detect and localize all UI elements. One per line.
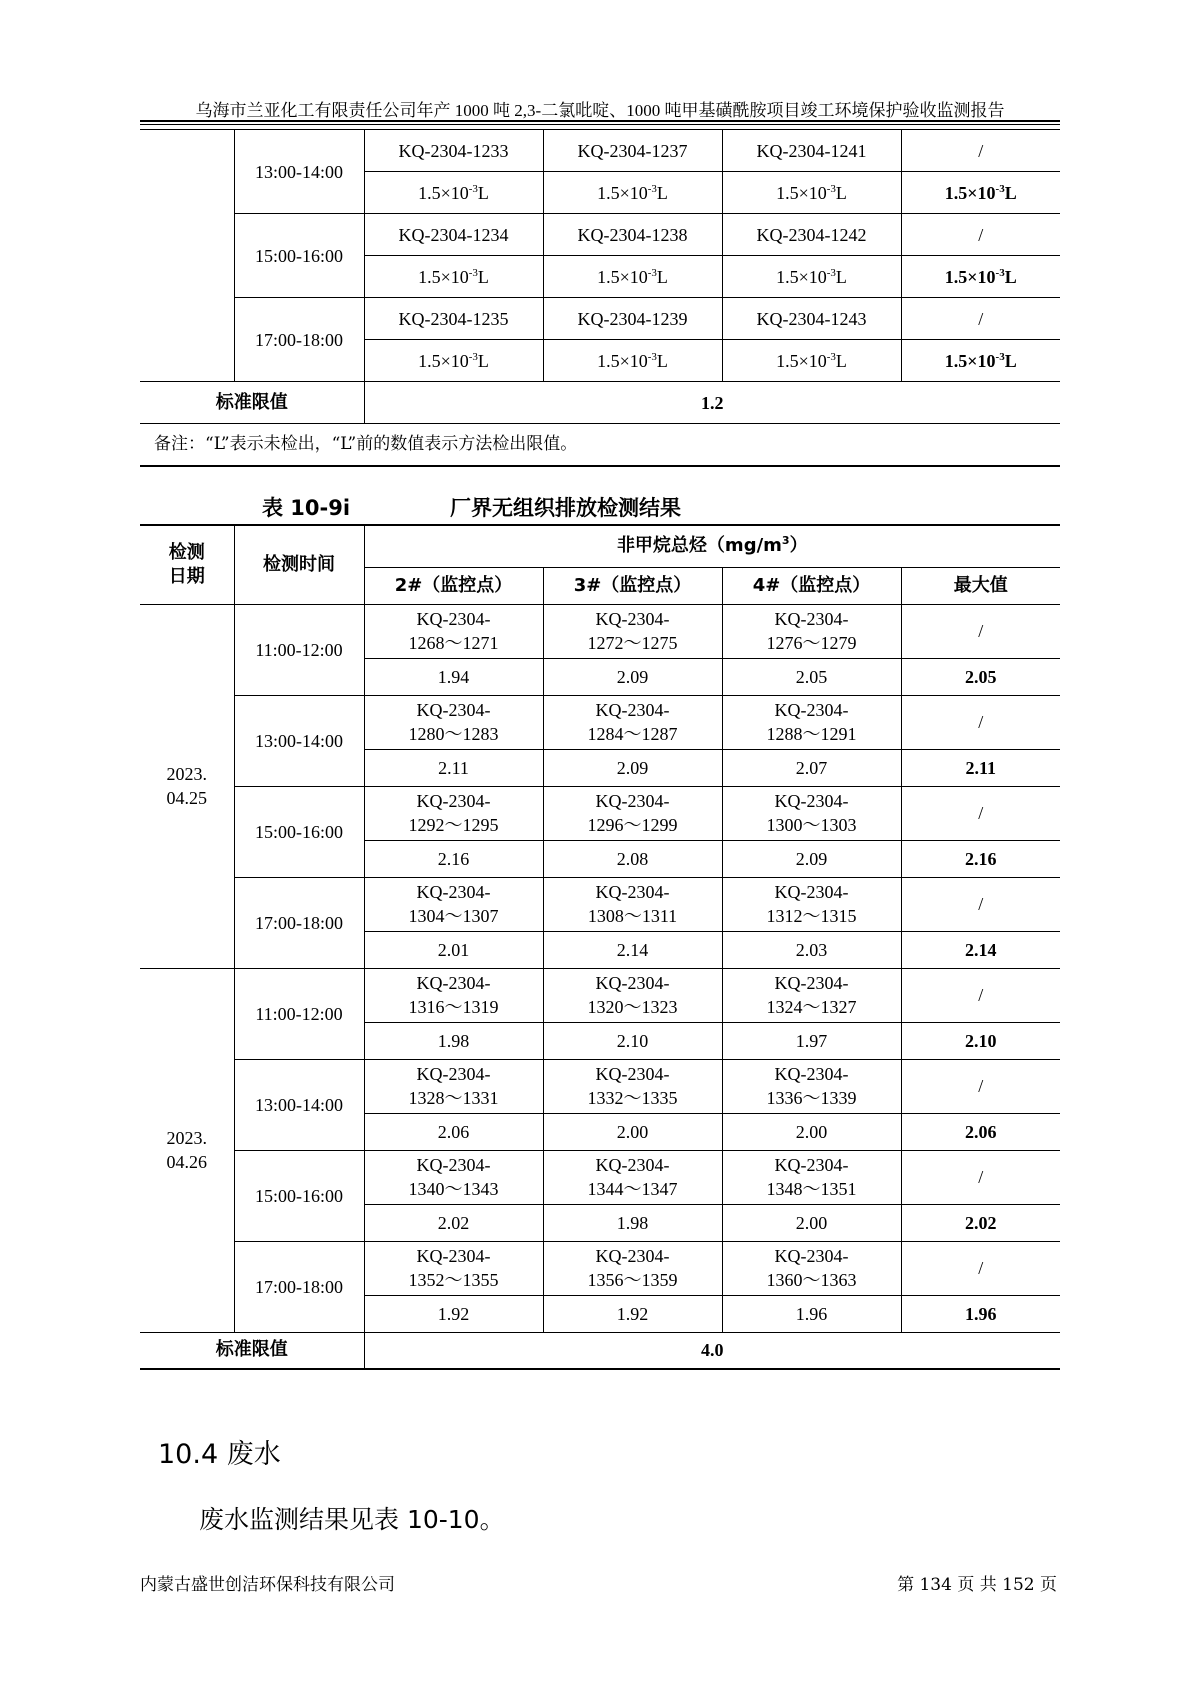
value-cell — [901, 172, 1060, 214]
sample-id-prefix: KQ-2304- — [595, 1246, 670, 1266]
value-cell: 1.94 — [364, 658, 543, 695]
value-base: 1.5×10 — [944, 350, 996, 371]
sample-id-prefix: KQ-2304- — [595, 882, 670, 902]
parameter-name: 非甲烷总烃（mg/m — [616, 535, 782, 557]
value-cell — [722, 340, 901, 382]
value-cell: 2.14 — [543, 931, 722, 968]
sample-id-cell: KQ-2304-1233 — [364, 130, 543, 172]
sample-id-cell — [543, 968, 722, 1022]
sample-id-prefix: KQ-2304- — [416, 882, 491, 902]
table-number: 表 10-9i — [262, 496, 351, 520]
sample-id-cell — [722, 786, 901, 840]
sample-id-cell: KQ-2304-1241 — [722, 130, 901, 172]
table-row — [140, 1150, 1060, 1204]
sample-id-prefix: KQ-2304- — [774, 791, 849, 811]
table-row — [140, 604, 1060, 658]
sample-id-range: 1288～1291 — [766, 724, 857, 744]
value-cell — [722, 172, 901, 214]
sample-id-prefix: KQ-2304- — [595, 1155, 670, 1175]
sample-id-cell — [543, 604, 722, 658]
sample-id-prefix: KQ-2304- — [595, 973, 670, 993]
value-base: 1.5×10 — [776, 350, 827, 371]
max-value-cell: 2.14 — [901, 931, 1060, 968]
sample-id-cell — [364, 877, 543, 931]
value-cell: 2.06 — [364, 1113, 543, 1150]
sample-id-cell — [543, 1059, 722, 1113]
sample-id-range: 1348～1351 — [766, 1179, 857, 1199]
value-cell: 1.98 — [543, 1204, 722, 1241]
footer-page-number: 第 134 页 共 152 页 — [897, 1575, 1057, 1595]
value-exponent: -3 — [826, 182, 836, 195]
value-cell — [901, 340, 1060, 382]
sample-id-prefix: KQ-2304- — [416, 791, 491, 811]
value-cell — [722, 256, 901, 298]
date-cell-empty — [140, 130, 234, 382]
sample-id-cell: / — [901, 214, 1060, 256]
time-cell: 11:00-12:00 — [234, 968, 364, 1059]
limit-label: 标准限值 — [140, 1332, 364, 1369]
table-row — [140, 786, 1060, 840]
sample-id-prefix: KQ-2304- — [595, 609, 670, 629]
max-value-cell: 2.06 — [901, 1113, 1060, 1150]
value-suffix: L — [1004, 182, 1017, 203]
sample-id-range: 1320～1323 — [587, 997, 678, 1017]
value-base: 1.5×10 — [418, 266, 469, 287]
table-row — [140, 695, 1060, 749]
limit-value: 1.2 — [364, 382, 1060, 424]
sample-id-cell — [722, 695, 901, 749]
sample-id-cell — [364, 604, 543, 658]
value-exponent: -3 — [826, 266, 836, 279]
sample-id-prefix: KQ-2304- — [416, 700, 491, 720]
sample-id-cell — [364, 968, 543, 1022]
sample-id-prefix: KQ-2304- — [774, 1246, 849, 1266]
max-value-cell: 1.96 — [901, 1295, 1060, 1332]
sample-id-range: 1356～1359 — [587, 1270, 678, 1290]
sample-id-range: 1300～1303 — [766, 815, 857, 835]
value-exponent: -3 — [468, 266, 478, 279]
table-caption — [140, 492, 1060, 522]
sample-id-prefix: KQ-2304- — [774, 973, 849, 993]
sample-id-cell — [364, 1150, 543, 1204]
value-cell: 2.07 — [722, 749, 901, 786]
time-cell: 17:00-18:00 — [234, 1241, 364, 1332]
limit-row — [140, 1332, 1060, 1369]
sample-id-cell — [543, 1150, 722, 1204]
sample-id-cell: KQ-2304-1242 — [722, 214, 901, 256]
value-cell: 2.11 — [364, 749, 543, 786]
sample-id-cell — [543, 695, 722, 749]
value-base: 1.5×10 — [597, 266, 648, 287]
sample-id-prefix: KQ-2304- — [595, 1064, 670, 1084]
table-title: 厂界无组织排放检测结果 — [450, 496, 681, 520]
value-exponent: -3 — [995, 350, 1005, 363]
table-row — [140, 130, 1060, 172]
report-header: 乌海市兰亚化工有限责任公司年产 1000 吨 2,3-二氯吡啶、1000 吨甲基磺酰胺项目竣工环境保护验收监测报告 — [195, 101, 1005, 120]
value-cell: 2.09 — [543, 658, 722, 695]
value-suffix: L — [477, 182, 489, 203]
limit-label: 标准限值 — [140, 382, 364, 424]
value-cell: 1.92 — [364, 1295, 543, 1332]
date-line1: 2023. — [166, 1128, 207, 1148]
value-cell — [901, 256, 1060, 298]
sample-id-range: 1332～1335 — [587, 1088, 678, 1108]
header-date — [140, 525, 234, 604]
header-date-line1: 检测 — [168, 541, 205, 563]
value-cell — [364, 340, 543, 382]
sample-id-range: 1296～1299 — [587, 815, 678, 835]
sample-id-cell — [364, 786, 543, 840]
value-cell: 2.08 — [543, 840, 722, 877]
sample-id-range: 1344～1347 — [587, 1179, 678, 1199]
max-id-cell: / — [901, 1241, 1060, 1295]
value-base: 1.5×10 — [776, 182, 827, 203]
max-value-cell: 2.10 — [901, 1022, 1060, 1059]
value-cell: 2.00 — [722, 1113, 901, 1150]
max-value-cell: 2.16 — [901, 840, 1060, 877]
fugitive-emission-table — [140, 524, 1060, 1370]
header-parameter — [364, 525, 1060, 567]
value-suffix: L — [835, 182, 847, 203]
value-suffix: L — [835, 266, 847, 287]
sample-id-cell: KQ-2304-1239 — [543, 298, 722, 340]
value-exponent: -3 — [647, 182, 657, 195]
note-row — [140, 424, 1060, 466]
time-cell: 15:00-16:00 — [234, 214, 364, 298]
sample-id-cell — [364, 695, 543, 749]
sample-id-cell — [364, 1241, 543, 1295]
time-cell: 17:00-18:00 — [234, 877, 364, 968]
value-exponent: -3 — [468, 182, 478, 195]
sample-id-cell — [722, 1059, 901, 1113]
sample-id-range: 1316～1319 — [408, 997, 499, 1017]
sample-id-prefix: KQ-2304- — [774, 700, 849, 720]
max-id-cell: / — [901, 604, 1060, 658]
sample-id-range: 1280～1283 — [408, 724, 499, 744]
sample-id-prefix: KQ-2304- — [774, 1155, 849, 1175]
value-base: 1.5×10 — [944, 182, 996, 203]
value-suffix: L — [477, 350, 489, 371]
date-cell — [140, 604, 234, 968]
value-suffix: L — [835, 350, 847, 371]
table-row — [140, 877, 1060, 931]
max-value-cell: 2.02 — [901, 1204, 1060, 1241]
value-suffix: L — [656, 266, 668, 287]
section-heading: 10.4 废水 — [158, 1439, 281, 1470]
table-row — [140, 1241, 1060, 1295]
value-cell: 1.98 — [364, 1022, 543, 1059]
value-cell: 2.03 — [722, 931, 901, 968]
value-cell: 1.97 — [722, 1022, 901, 1059]
value-cell: 2.10 — [543, 1022, 722, 1059]
value-cell: 2.16 — [364, 840, 543, 877]
value-base: 1.5×10 — [418, 182, 469, 203]
value-base: 1.5×10 — [597, 350, 648, 371]
header-date-line2: 日期 — [168, 565, 205, 587]
value-cell: 2.09 — [543, 749, 722, 786]
sample-id-range: 1324～1327 — [766, 997, 857, 1017]
time-cell: 13:00-14:00 — [234, 130, 364, 214]
sample-id-range: 1312～1315 — [766, 906, 857, 926]
sample-id-range: 1276～1279 — [766, 633, 857, 653]
date-line2: 04.26 — [166, 1152, 207, 1172]
sample-id-cell — [543, 877, 722, 931]
value-exponent: -3 — [468, 350, 478, 363]
value-base: 1.5×10 — [776, 266, 827, 287]
value-suffix: L — [1004, 266, 1017, 287]
max-value-cell: 2.05 — [901, 658, 1060, 695]
value-exponent: -3 — [826, 350, 836, 363]
header-row — [140, 525, 1060, 567]
limit-value: 4.0 — [364, 1332, 1060, 1369]
parameter-unit-exponent: 3 — [781, 534, 790, 548]
header-rule-thin — [140, 124, 1060, 125]
value-cell: 1.92 — [543, 1295, 722, 1332]
date-cell — [140, 968, 234, 1332]
value-base: 1.5×10 — [944, 266, 996, 287]
value-suffix: L — [1004, 350, 1017, 371]
value-cell — [364, 172, 543, 214]
continued-results-table — [140, 129, 1060, 467]
value-cell: 2.09 — [722, 840, 901, 877]
time-cell: 13:00-14:00 — [234, 1059, 364, 1150]
time-cell: 11:00-12:00 — [234, 604, 364, 695]
value-cell: 2.02 — [364, 1204, 543, 1241]
value-cell: 2.01 — [364, 931, 543, 968]
sample-id-cell — [722, 1241, 901, 1295]
header-column: 2#（监控点） — [364, 567, 543, 604]
sample-id-range: 1340～1343 — [408, 1179, 499, 1199]
date-line2: 04.25 — [166, 788, 207, 808]
value-suffix: L — [656, 350, 668, 371]
table-row — [140, 214, 1060, 256]
value-suffix: L — [477, 266, 489, 287]
sample-id-cell — [543, 1241, 722, 1295]
time-cell: 13:00-14:00 — [234, 695, 364, 786]
header-column: 4#（监控点） — [722, 567, 901, 604]
sample-id-prefix: KQ-2304- — [774, 609, 849, 629]
sample-id-cell: KQ-2304-1234 — [364, 214, 543, 256]
sample-id-cell: KQ-2304-1243 — [722, 298, 901, 340]
max-id-cell: / — [901, 968, 1060, 1022]
value-exponent: -3 — [995, 266, 1005, 279]
sample-id-range: 1292～1295 — [408, 815, 499, 835]
max-id-cell: / — [901, 695, 1060, 749]
max-id-cell: / — [901, 1150, 1060, 1204]
sample-id-cell: KQ-2304-1237 — [543, 130, 722, 172]
sample-id-cell: KQ-2304-1238 — [543, 214, 722, 256]
limit-row — [140, 382, 1060, 424]
sample-id-cell — [722, 1150, 901, 1204]
sample-id-range: 1360～1363 — [766, 1270, 857, 1290]
footer-company: 内蒙古盛世创洁环保科技有限公司 — [140, 1575, 395, 1595]
sample-id-prefix: KQ-2304- — [416, 1246, 491, 1266]
sample-id-range: 1308～1311 — [587, 906, 678, 926]
sample-id-prefix: KQ-2304- — [595, 791, 670, 811]
sample-id-prefix: KQ-2304- — [595, 700, 670, 720]
value-cell: 2.05 — [722, 658, 901, 695]
parameter-end: ） — [789, 535, 808, 557]
time-cell: 17:00-18:00 — [234, 298, 364, 382]
value-cell — [543, 340, 722, 382]
value-exponent: -3 — [647, 266, 657, 279]
table-row — [140, 968, 1060, 1022]
sample-id-cell — [722, 968, 901, 1022]
sample-id-cell: / — [901, 130, 1060, 172]
value-cell: 2.00 — [722, 1204, 901, 1241]
sample-id-cell — [543, 786, 722, 840]
value-exponent: -3 — [647, 350, 657, 363]
sample-id-cell — [722, 604, 901, 658]
sample-id-range: 1336～1339 — [766, 1088, 857, 1108]
sample-id-range: 1284～1287 — [587, 724, 678, 744]
sample-id-range: 1304～1307 — [408, 906, 499, 926]
value-base: 1.5×10 — [597, 182, 648, 203]
table-row — [140, 1059, 1060, 1113]
sample-id-prefix: KQ-2304- — [416, 1064, 491, 1084]
sample-id-cell: / — [901, 298, 1060, 340]
sample-id-prefix: KQ-2304- — [416, 609, 491, 629]
sample-id-range: 1328～1331 — [408, 1088, 499, 1108]
header-time: 检测时间 — [234, 525, 364, 604]
max-id-cell: / — [901, 1059, 1060, 1113]
sample-id-range: 1352～1355 — [408, 1270, 499, 1290]
max-id-cell: / — [901, 877, 1060, 931]
sample-id-cell — [364, 1059, 543, 1113]
header-rule — [140, 120, 1060, 122]
max-id-cell: / — [901, 786, 1060, 840]
sample-id-prefix: KQ-2304- — [416, 973, 491, 993]
sample-id-cell: KQ-2304-1235 — [364, 298, 543, 340]
value-exponent: -3 — [995, 182, 1005, 195]
table-note: 备注：“L”表示未检出，“L”前的数值表示方法检出限值。 — [140, 424, 1060, 466]
header-column: 最大值 — [901, 567, 1060, 604]
value-cell — [364, 256, 543, 298]
time-cell: 15:00-16:00 — [234, 1150, 364, 1241]
value-cell — [543, 256, 722, 298]
header-column: 3#（监控点） — [543, 567, 722, 604]
value-suffix: L — [656, 182, 668, 203]
value-cell: 1.96 — [722, 1295, 901, 1332]
value-base: 1.5×10 — [418, 350, 469, 371]
date-line1: 2023. — [166, 764, 207, 784]
sample-id-range: 1268～1271 — [408, 633, 499, 653]
sample-id-cell — [722, 877, 901, 931]
sample-id-prefix: KQ-2304- — [774, 1064, 849, 1084]
time-cell: 15:00-16:00 — [234, 786, 364, 877]
sample-id-range: 1272～1275 — [587, 633, 678, 653]
value-cell — [543, 172, 722, 214]
sample-id-prefix: KQ-2304- — [774, 882, 849, 902]
table-row — [140, 298, 1060, 340]
value-cell: 2.00 — [543, 1113, 722, 1150]
section-text: 废水监测结果见表 10-10。 — [199, 1505, 505, 1534]
sample-id-prefix: KQ-2304- — [416, 1155, 491, 1175]
max-value-cell: 2.11 — [901, 749, 1060, 786]
